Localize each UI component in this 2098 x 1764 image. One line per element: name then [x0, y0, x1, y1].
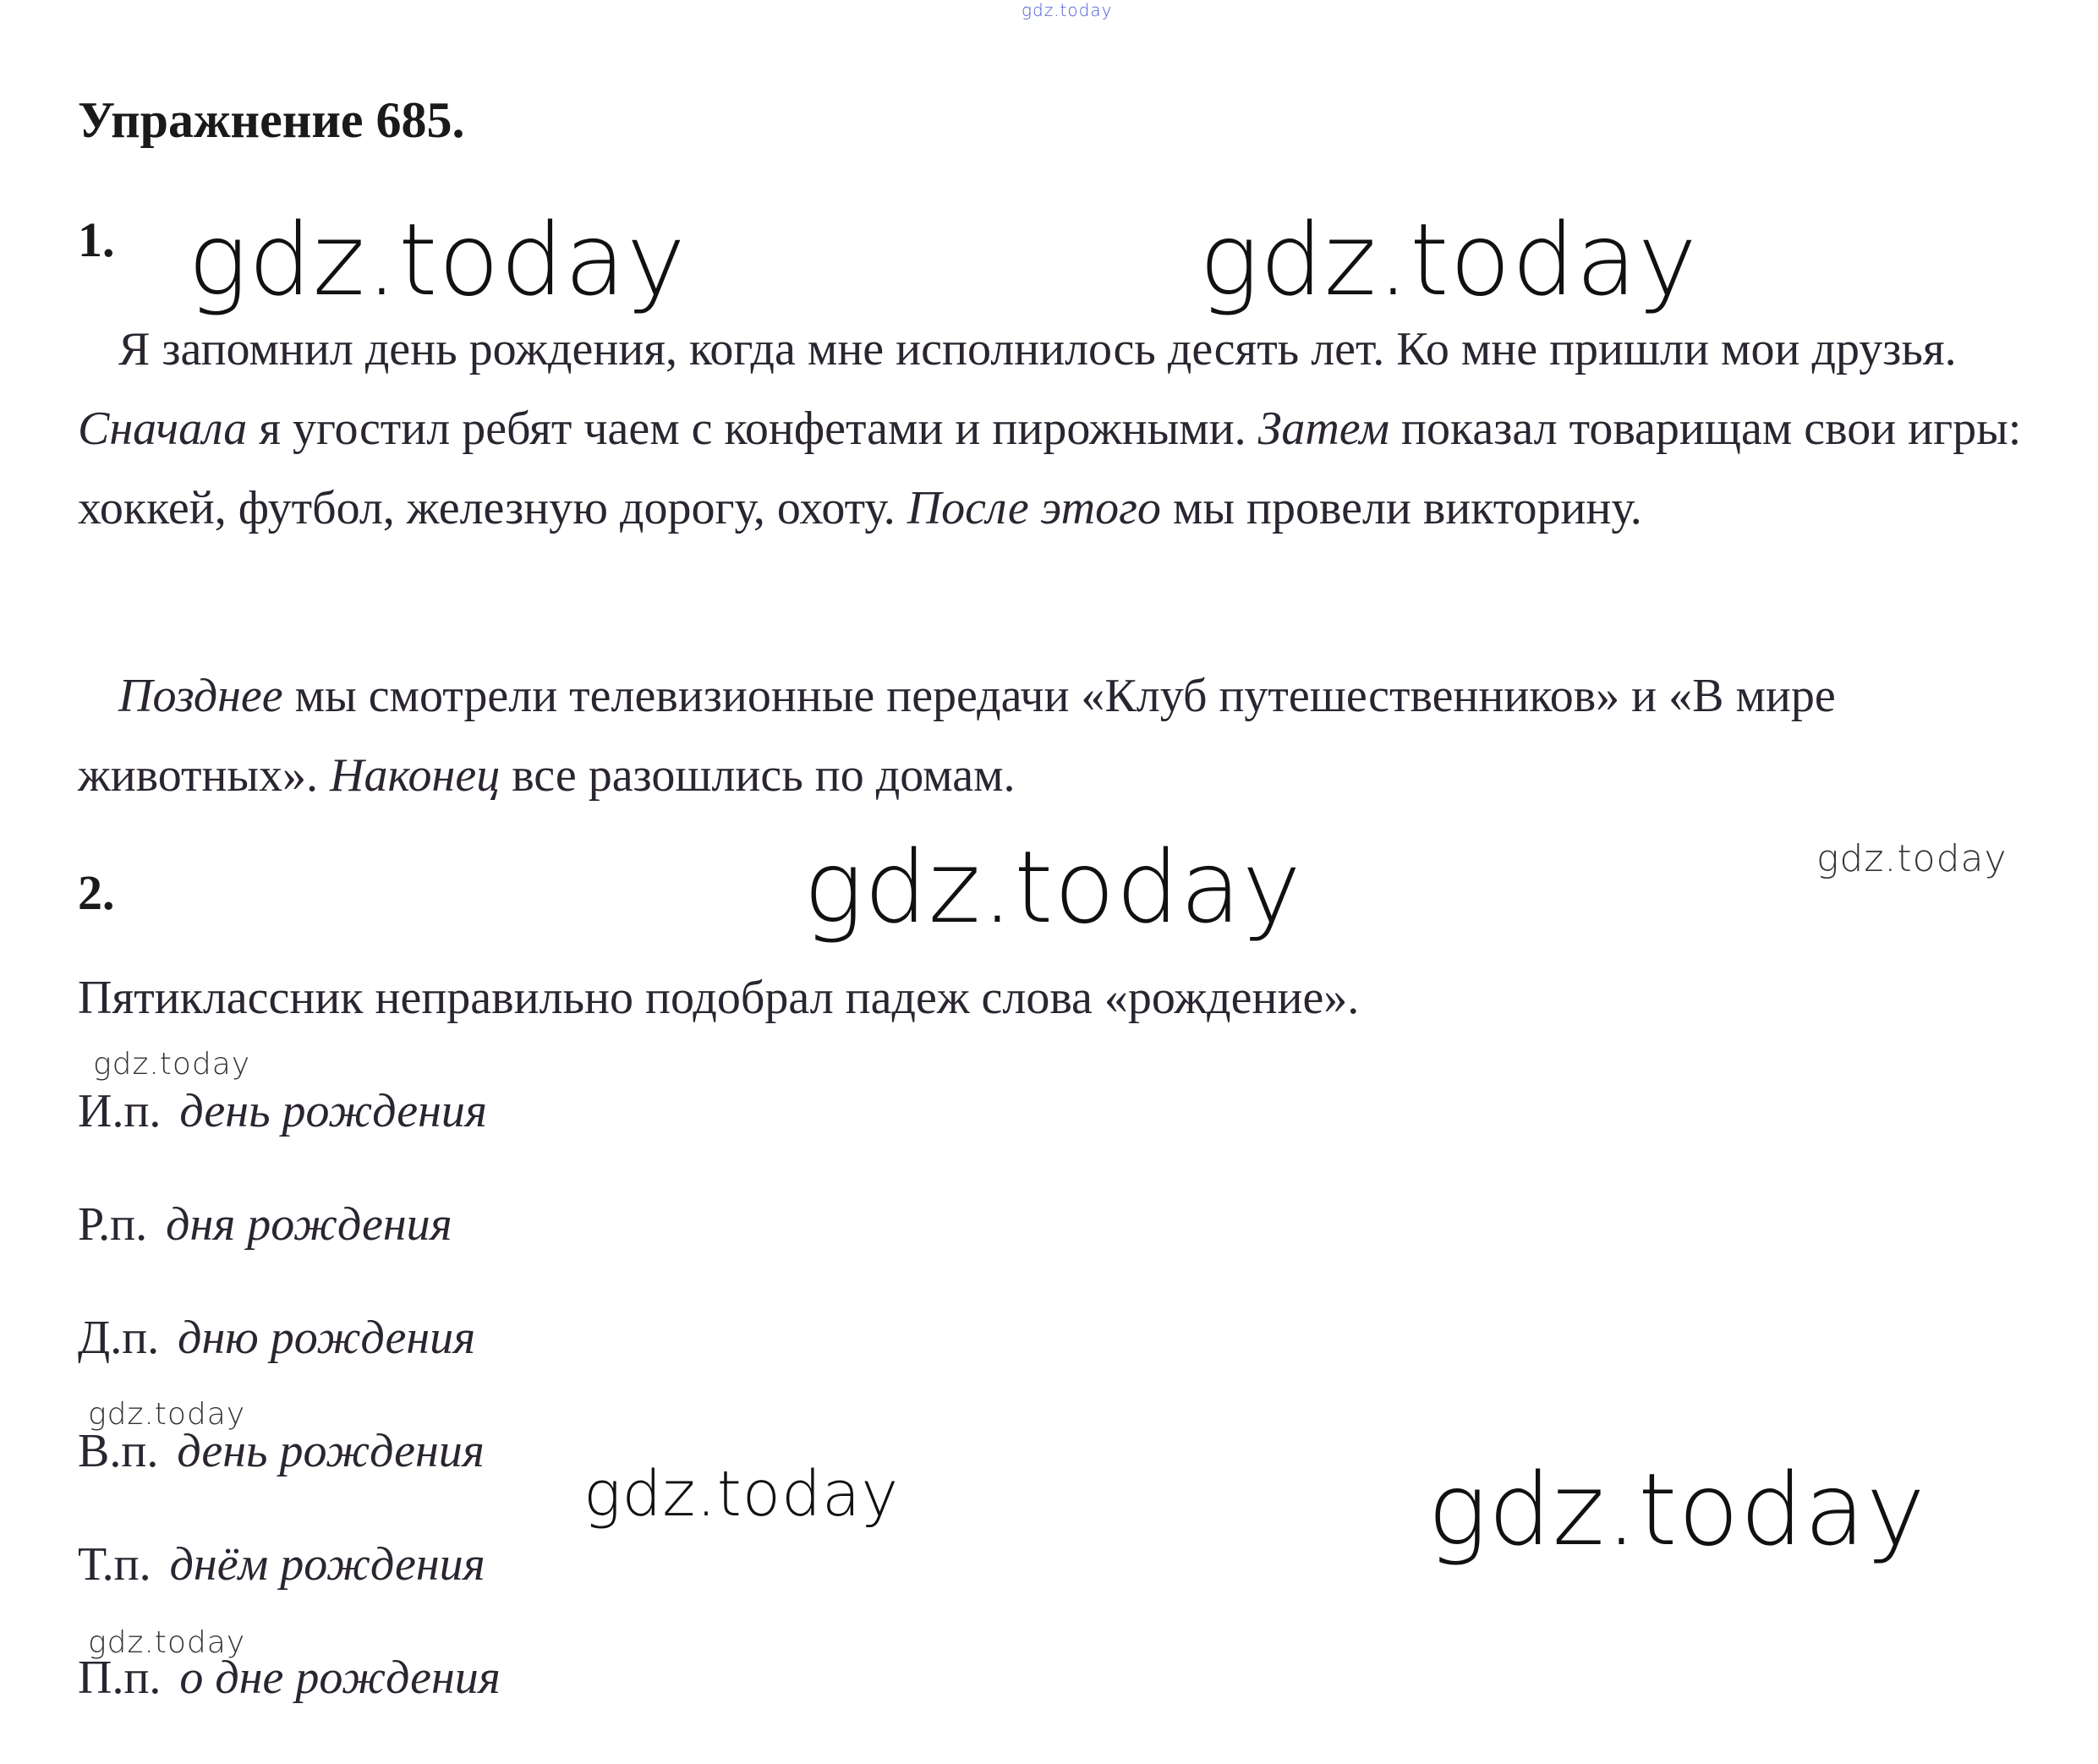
paragraph-text: Я запомнил день рождения, когда мне исполнилось десять лет. Ко мне пришли мои друзья. [118, 323, 1957, 375]
case-abbreviation: Т.п. [78, 1538, 151, 1591]
paragraph-text: все разошлись по домам. [500, 749, 1016, 802]
exercise-title: Упражнение 685. [78, 92, 465, 148]
paragraph-text: мы провели викторину. [1160, 482, 1642, 534]
case-abbreviation: Р.п. [78, 1198, 148, 1251]
case-abbreviation: И.п. [78, 1085, 162, 1137]
section-2-number: 2. [78, 865, 115, 920]
case-row-accusative [78, 1424, 485, 1478]
watermark-large-2: gdz.today [1199, 201, 1698, 318]
case-row-dative [78, 1311, 475, 1365]
emphasized-word: После этого [907, 482, 1161, 534]
emphasized-word: Сначала [78, 403, 248, 455]
section-1-number: 1. [78, 212, 115, 267]
watermark-top: gdz.today [1022, 0, 1113, 20]
emphasized-word: Наконец [330, 749, 501, 802]
case-form: дня рождения [166, 1198, 452, 1251]
paragraph-text: я угостил ребят чаем с конфетами и пирожными. [247, 403, 1258, 455]
section-2-statement: Пятиклассник неправильно подобрал падеж слова «рождение». [78, 972, 1360, 1024]
section-1-paragraph-1 [78, 310, 2048, 548]
case-abbreviation: Д.п. [78, 1312, 160, 1364]
case-row-prepositional [78, 1651, 501, 1705]
paragraph-text: мы смотрели телевизионные передачи «Клуб путешественников» и «В мире животных». [78, 670, 1836, 802]
case-form: день рождения [179, 1085, 487, 1137]
watermark-small-3: gdz.today [88, 1625, 246, 1660]
case-form: о дне рождения [179, 1652, 501, 1704]
watermark-large-3: gdz.today [803, 829, 1302, 945]
watermark-large-4: gdz.today [1427, 1451, 1926, 1568]
case-row-instrumental [78, 1537, 485, 1591]
watermark-small-1: gdz.today [93, 1047, 251, 1082]
case-abbreviation: В.п. [78, 1425, 159, 1477]
paragraph-text: показал товарищам свои игры: хоккей, футбол, железную дорогу, охоту. [78, 403, 2022, 534]
section-1-paragraph-2 [78, 656, 2048, 815]
watermark-small-2: gdz.today [88, 1397, 246, 1432]
watermark-mid: gdz.today [583, 1458, 900, 1531]
case-form: дню рождения [178, 1312, 476, 1364]
case-abbreviation: П.п. [78, 1652, 162, 1704]
case-form: день рождения [177, 1425, 485, 1477]
case-form: днём рождения [169, 1538, 485, 1591]
case-row-nominative [78, 1084, 487, 1138]
emphasized-word: Затем [1257, 403, 1390, 455]
emphasized-word: Позднее [118, 670, 283, 722]
case-row-genitive [78, 1197, 452, 1252]
watermark-right: gdz.today [1816, 837, 2008, 880]
watermark-large-1: gdz.today [188, 201, 687, 318]
